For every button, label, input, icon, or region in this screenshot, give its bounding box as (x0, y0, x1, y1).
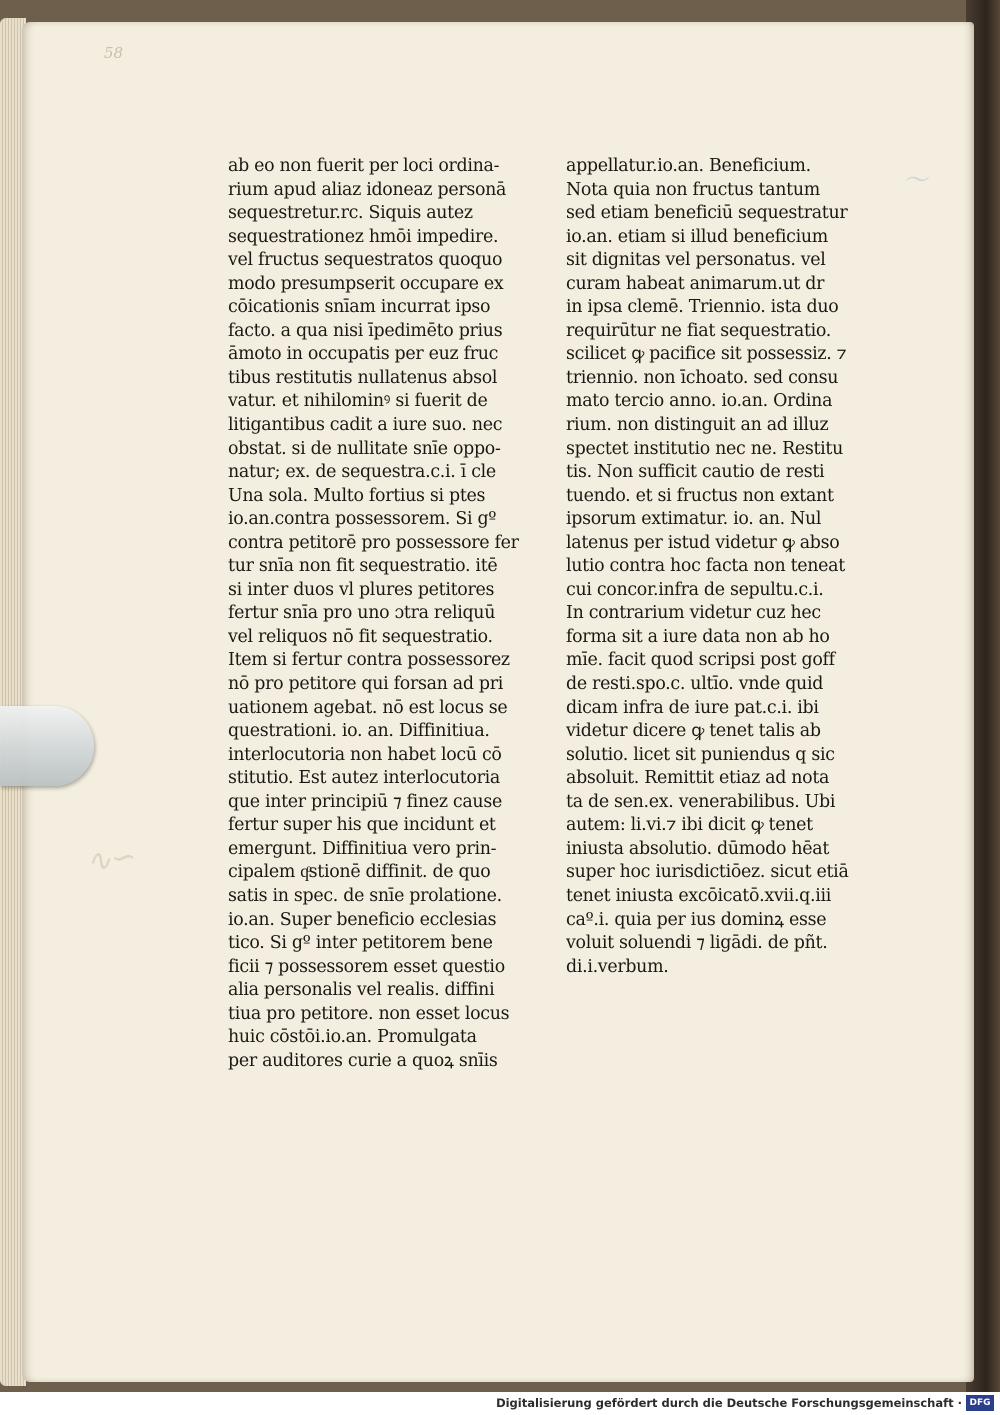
text-line: vatur. et nihilominꝰ si fuerit de (228, 391, 488, 412)
text-line: tibus restitutis nullatenus absol (228, 367, 498, 388)
text-line: nō pro petitore qui forsan ad pri (228, 674, 504, 695)
text-line: cui concor.infra de sepultu.c.i. (566, 579, 824, 600)
text-line: requirūtur ne fiat sequestratio. (566, 320, 832, 341)
text-line: tenet iniusta excōicatō.xvii.q.iii (566, 885, 832, 906)
text-line: Item si fertur contra possessorez (228, 650, 510, 671)
text-line: scilicet ꝙ pacifice sit possessiz. ⁊ (566, 344, 847, 365)
text-line: curam habeat animarum.ut dr (566, 273, 825, 294)
text-line: tuendo. et si fructus non extant (566, 485, 834, 506)
text-line: tiua pro petitore. non esset locus (228, 1003, 510, 1024)
text-line: ficii ⁊ possessorem esset questio (228, 956, 505, 977)
text-line: super hoc iurisdictiōez. sicut etiā (566, 862, 849, 883)
text-line: stitutio. Est autez interlocutoria (228, 768, 500, 789)
text-line: voluit soluendi ⁊ ligādi. de pñt. (566, 933, 828, 954)
text-line: huic cōstōi.io.an. Promulgata (228, 1027, 477, 1048)
text-line: fertur super his que incidunt et (228, 815, 496, 836)
text-line: sequestrationez hmōi impedire. (228, 226, 499, 247)
text-column-left (228, 155, 528, 1073)
text-line: tur snīa non fit sequestratio. itē (228, 556, 498, 577)
text-line: sequestretur.rc. Siquis autez (228, 203, 473, 224)
text-line: triennio. non īchoato. sed consu (566, 367, 839, 388)
text-line: natur; ex. de sequestra.c.i. ī cle (228, 462, 496, 483)
dfg-logo: DFG (966, 1395, 994, 1411)
funding-credit: Digitalisierung gefördert durch die Deutsche Forschungsgemeinschaft · (496, 1396, 962, 1410)
text-line: di.i.verbum. (566, 956, 669, 977)
text-line: tico. Si gº inter petitorem bene (228, 933, 493, 954)
text-line: contra petitorē pro possessore fer (228, 532, 519, 553)
text-line: emergunt. Diffinitiua vero prin- (228, 838, 497, 859)
text-line: cipalem qͦstionē diffinit. de quo (228, 862, 491, 883)
text-line: fertur snīa pro uno ɔtra reliquū (228, 603, 496, 624)
text-line: latenus per istud videtur ꝙ abso (566, 532, 840, 553)
text-line: forma sit a iure data non ab ho (566, 626, 830, 647)
text-line: in ipsa clemē. Triennio. ista duo (566, 297, 839, 318)
text-line: rium apud aliaz idoneaz personā (228, 179, 507, 200)
text-line: rium. non distinguit an ad illuz (566, 415, 829, 436)
text-line: dicam infra de iure pat.c.i. ibi (566, 697, 819, 718)
text-line: mato tercio anno. io.an. Ordina (566, 391, 833, 412)
text-line: appellatur.io.an. Beneficium. (566, 156, 811, 176)
text-line: alia personalis vel realis. diffini (228, 980, 495, 1001)
text-line: caº.i. quia per ius dominꝝ esse (566, 909, 827, 930)
text-line: autem: li.vi.⁊ ibi dicit ꝙ tenet (566, 815, 813, 836)
text-line: si inter duos vl plures petitores (228, 579, 495, 600)
text-line: de resti.spo.c. ultīo. vnde quid (566, 674, 824, 695)
book-page (22, 22, 974, 1382)
paper-clip (0, 706, 94, 786)
text-line: obstat. si de nullitate snīe oppo- (228, 438, 501, 459)
footer-bar (0, 1392, 1000, 1415)
text-line: facto. a qua nisi īpedimēto prius (228, 320, 503, 341)
text-line: litigantibus cadit a iure suo. nec (228, 415, 503, 436)
text-line: vel fructus sequestratos quoquo (228, 250, 503, 271)
text-line: mīe. facit quod scripsi post goff (566, 650, 835, 671)
page-number: 58 (104, 44, 124, 62)
text-line: interlocutoria non habet locū cō (228, 744, 502, 765)
text-line: sed etiam beneficiū sequestratur (566, 203, 848, 224)
text-line: cōicationis snīam incurrat ipso (228, 297, 491, 318)
text-line: modo presumpserit occupare ex (228, 273, 504, 294)
marginal-annotation: ∿∽ (83, 838, 139, 881)
text-line: absoluit. Remittit etiaz ad nota (566, 768, 830, 789)
text-line: io.an. Super beneficio ecclesias (228, 909, 497, 930)
text-line: āmoto in occupatis per euz fruc (228, 344, 499, 365)
text-line: In contrarium videtur cuz hec (566, 603, 821, 624)
text-line: ab eo non fuerit per loci ordina- (228, 156, 500, 176)
text-line: questrationi. io. an. Diffinitiua. (228, 721, 490, 742)
text-line: io.an.contra possessorem. Si gº (228, 509, 497, 530)
text-line: lutio contra hoc facta non teneat (566, 556, 845, 577)
text-line: Una sola. Multo fortius si ptes (228, 485, 486, 506)
text-line: vel reliquos nō fit sequestratio. (228, 626, 493, 647)
text-line: videtur dicere ꝙ tenet talis ab (566, 721, 821, 742)
text-line: sit dignitas vel personatus. vel (566, 250, 826, 271)
text-line: Nota quia non fructus tantum (566, 179, 820, 200)
text-line: ta de sen.ex. venerabilibus. Ubi (566, 791, 836, 812)
text-line: iniusta absolutio. dūmodo hēat (566, 838, 830, 859)
text-line: satis in spec. de snīe prolatione. (228, 885, 502, 906)
text-line: per auditores curie a quoꝝ snīis (228, 1050, 498, 1071)
text-line: solutio. licet sit puniendus q sic (566, 744, 835, 765)
text-line: que inter principiū ⁊ finez cause (228, 791, 502, 812)
marginal-annotation: 〜 (901, 165, 930, 197)
text-line: tis. Non sufficit cautio de resti (566, 462, 825, 483)
text-column-right (566, 155, 856, 979)
text-line: spectet institutio nec ne. Restitu (566, 438, 844, 459)
text-line: uationem agebat. nō est locus se (228, 697, 508, 718)
text-line: io.an. etiam si illud beneficium (566, 226, 828, 247)
text-line: ipsorum extimatur. io. an. Nul (566, 509, 822, 530)
